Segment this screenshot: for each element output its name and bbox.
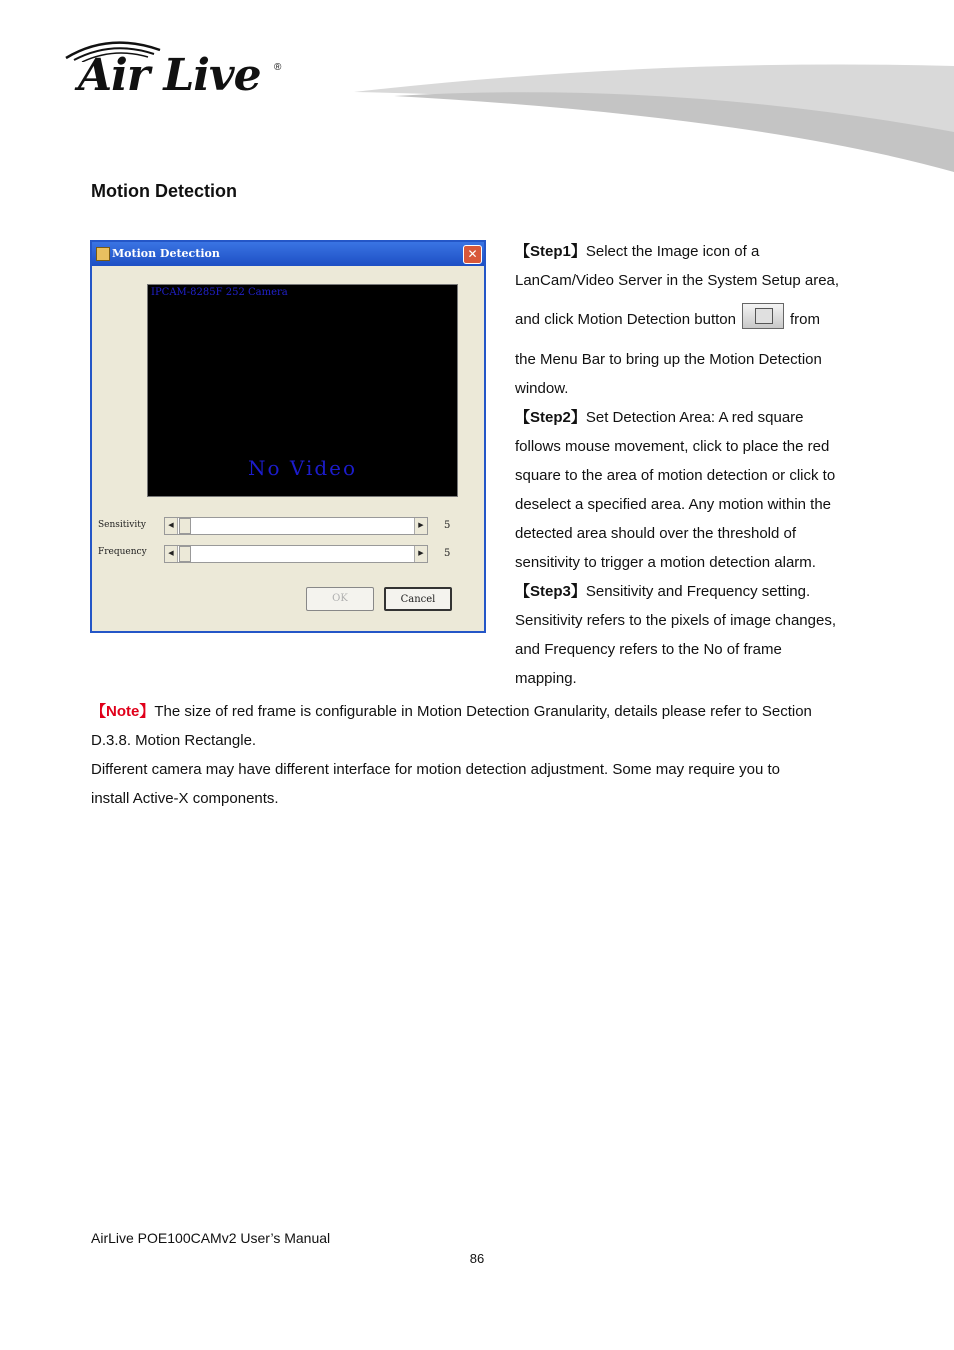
motion-detection-dialog bbox=[90, 240, 486, 633]
arrow-right-icon[interactable]: ▶ bbox=[414, 546, 427, 562]
sensitivity-value: 5 bbox=[444, 520, 451, 531]
step3-label: 【Step3】 bbox=[515, 583, 586, 600]
motion-detection-button-icon bbox=[742, 303, 784, 329]
step2-label: 【Step2】 bbox=[515, 409, 586, 426]
camera-name: IPCAM-8285F 252 Camera bbox=[151, 287, 288, 298]
video-preview[interactable] bbox=[147, 284, 458, 497]
slider-thumb[interactable] bbox=[179, 546, 191, 562]
step2-text: deselect a specified area. Any motion within the bbox=[515, 496, 832, 513]
step1-text: the Menu Bar to bring up the Motion Detection bbox=[515, 351, 822, 368]
airlive-logo bbox=[62, 38, 292, 102]
cancel-button[interactable]: Cancel bbox=[384, 587, 452, 611]
close-icon[interactable]: ✕ bbox=[463, 245, 482, 264]
step3-text: mapping. bbox=[515, 670, 577, 687]
slider-thumb[interactable] bbox=[179, 518, 191, 534]
footer-manual-title: AirLive POE100CAMv2 User’s Manual bbox=[91, 1230, 331, 1246]
step2-text: square to the area of motion detection or click to bbox=[515, 467, 836, 484]
note-block bbox=[91, 697, 871, 813]
step2-text: follows mouse movement, click to place the red bbox=[515, 438, 830, 455]
body-text: install Active-X components. bbox=[91, 790, 279, 807]
arrow-right-icon[interactable]: ▶ bbox=[414, 518, 427, 534]
frequency-value: 5 bbox=[444, 548, 451, 559]
step3-text: Sensitivity and Frequency setting. bbox=[585, 583, 811, 600]
no-video-text: No Video bbox=[247, 456, 358, 480]
app-icon bbox=[96, 247, 110, 261]
step2-text: detected area should over the threshold of bbox=[515, 525, 797, 542]
arrow-left-icon[interactable]: ◀ bbox=[165, 546, 178, 562]
note-text: The size of red frame is configurable in Motion Detection Granularity, details please refer to Section bbox=[154, 703, 812, 720]
sensitivity-slider[interactable] bbox=[164, 517, 428, 535]
frequency-slider[interactable] bbox=[164, 545, 428, 563]
ok-button[interactable]: OK bbox=[306, 587, 374, 611]
step2-text: Set Detection Area: A red square bbox=[585, 409, 804, 426]
logo-registered-mark: ® bbox=[274, 62, 282, 73]
logo-wordmark: Air Live bbox=[78, 50, 261, 101]
page-number: 86 bbox=[469, 1251, 485, 1266]
dialog-titlebar bbox=[92, 242, 484, 266]
section-title: Motion Detection bbox=[91, 181, 237, 201]
step1-text: and click Motion Detection button bbox=[515, 311, 736, 328]
header-swoosh-graphic bbox=[354, 60, 954, 172]
sensitivity-label: Sensitivity bbox=[98, 520, 146, 530]
note-label: 【Note】 bbox=[91, 703, 155, 720]
step3-text: Sensitivity refers to the pixels of image changes, bbox=[515, 612, 836, 629]
step1-text: Select the Image icon of a bbox=[585, 243, 760, 260]
arrow-left-icon[interactable]: ◀ bbox=[165, 518, 178, 534]
step1-text: LanCam/Video Server in the System Setup area, bbox=[515, 272, 840, 289]
dialog-title: Motion Detection bbox=[112, 247, 220, 260]
frequency-label: Frequency bbox=[98, 547, 147, 557]
step1-text: window. bbox=[515, 380, 569, 397]
step3-text: and Frequency refers to the No of frame bbox=[515, 641, 782, 658]
step1-label: 【Step1】 bbox=[515, 243, 586, 260]
step2-text: sensitivity to trigger a motion detection alarm. bbox=[515, 554, 816, 571]
body-text: Different camera may have different interface for motion detection adjustment. Some may require you to bbox=[91, 761, 780, 778]
step1-text: from bbox=[789, 311, 820, 328]
note-text: D.3.8. Motion Rectangle. bbox=[91, 732, 257, 749]
steps-column bbox=[515, 237, 875, 693]
